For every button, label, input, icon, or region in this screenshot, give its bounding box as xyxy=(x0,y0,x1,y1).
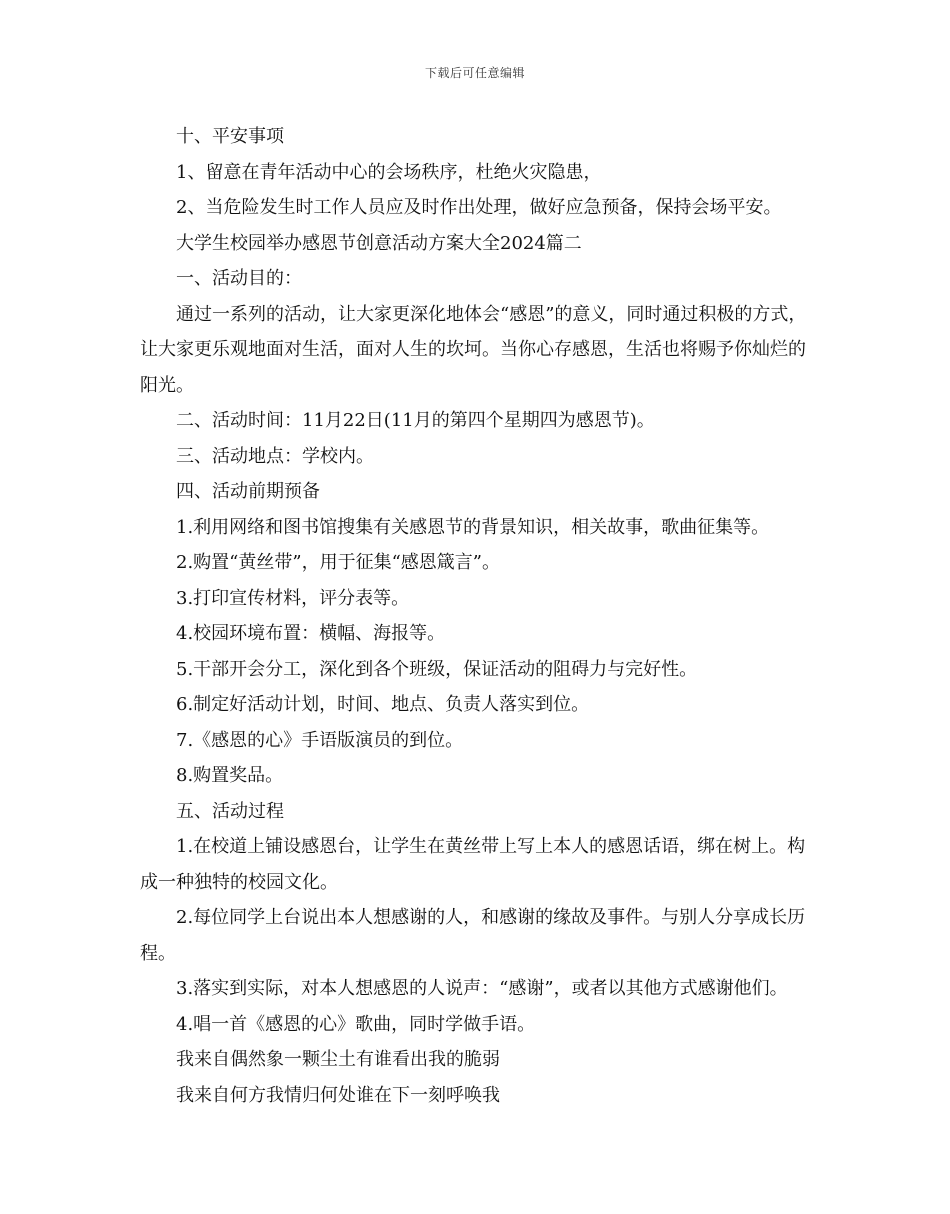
list-item: 2.购置“黄丝带”，用于征集“感恩箴言”。 xyxy=(176,552,500,573)
lyric-line: 我来自偶然象一颗尘土有谁看出我的脆弱 xyxy=(176,1049,500,1070)
list-item: 1.利用网络和图书馆搜集有关感恩节的背景知识，相关故事，歌曲征集等。 xyxy=(176,516,770,538)
section-heading-safety: 十、平安事项 xyxy=(176,126,284,147)
paragraph: 1、留意在青年活动中心的会场秩序，杜绝火灾隐患， xyxy=(176,161,602,183)
list-item: 2.每位同学上台说出本人想感谢的人，和感谢的缘故及事件。与别人分享成长历程。 xyxy=(140,907,806,964)
section-heading-preparation: 四、活动前期预备 xyxy=(176,481,320,502)
section-heading-process: 五、活动过程 xyxy=(176,800,284,822)
list-item: 1.在校道上铺设感恩台，让学生在黄丝带上写上本人的感恩话语，绑在树上。构成一种独特的校园文化。 xyxy=(140,836,806,893)
list-item: 3.打印宣传材料，评分表等。 xyxy=(176,587,410,609)
section-heading-time: 二、活动时间：11月22日(11月的第四个星期四为感恩节)。 xyxy=(176,410,655,431)
paragraph: 通过一系列的活动，让大家更深化地体会“感恩”的意义，同时通过积极的方式，让大家更乐观地面对生活，面对人生的坎坷。当你心存感恩，生活也将赐予你灿烂的阳光。 xyxy=(140,303,807,396)
paragraph: 2、当危险发生时工作人员应及时作出处理，做好应急预备，保持会场平安。 xyxy=(176,197,782,218)
list-item: 7.《感恩的心》手语版演员的到位。 xyxy=(176,729,464,751)
section-heading-location: 三、活动地点：学校内。 xyxy=(176,445,374,467)
section-heading-purpose: 一、活动目的： xyxy=(176,268,302,289)
document-body xyxy=(140,119,820,1113)
list-item: 8.购置奖品。 xyxy=(176,765,284,786)
list-item: 4.校园环境布置：横幅、海报等。 xyxy=(176,623,446,644)
page-header-note: 下载后可任意编辑 xyxy=(424,66,525,80)
document-subtitle: 大学生校园举办感恩节创意活动方案大全2024篇二 xyxy=(176,232,582,254)
list-item: 5.干部开会分工，深化到各个班级，保证活动的阻碍力与完好性。 xyxy=(176,658,698,680)
list-item: 6.制定好活动计划，时间、地点、负责人落实到位。 xyxy=(176,694,590,715)
lyric-line: 我来自何方我情归何处谁在下一刻呼唤我 xyxy=(176,1084,500,1106)
list-item: 3.落实到实际，对本人想感恩的人说声：“感谢”，或者以其他方式感谢他们。 xyxy=(176,978,788,999)
list-item: 4.唱一首《感恩的心》歌曲，同时学做手语。 xyxy=(176,1013,536,1035)
